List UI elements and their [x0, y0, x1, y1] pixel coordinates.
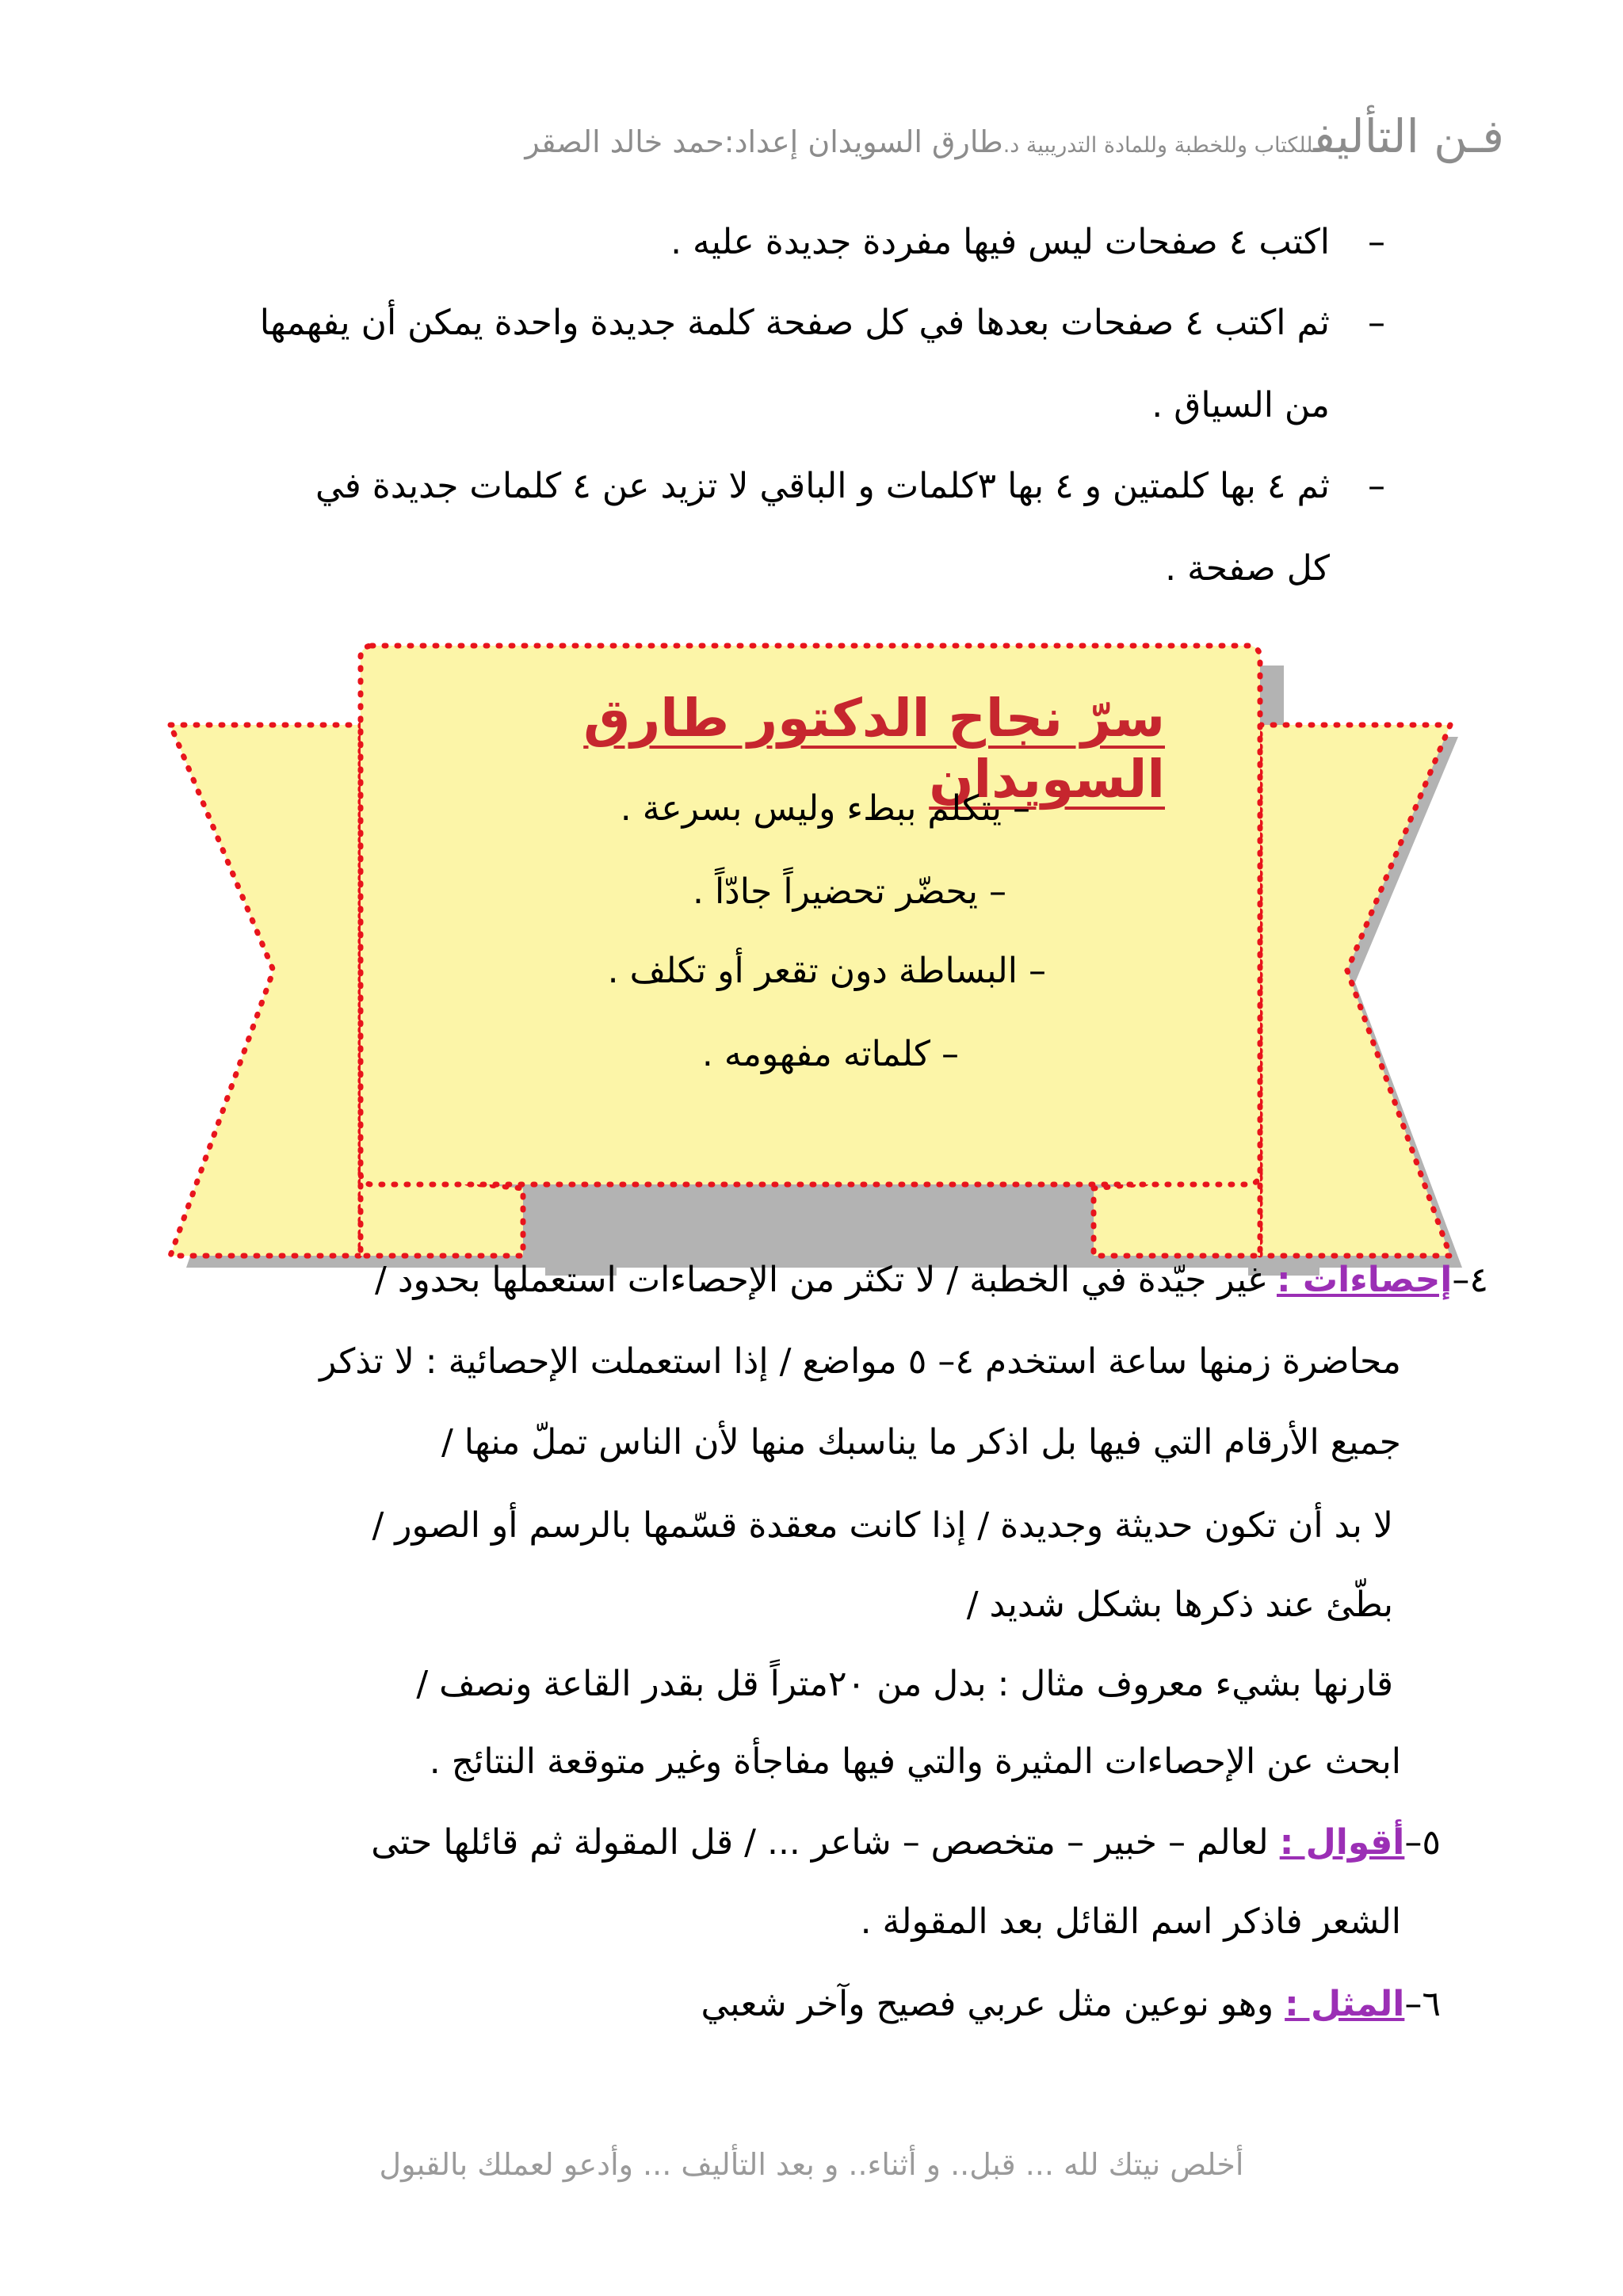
section-4-line-1: غير جيّدة في الخطبة / لا تكثر من الإحصاءات استعملها بحدود /: [375, 1260, 1266, 1300]
section-6-label: المثل :: [1285, 1984, 1405, 2024]
section-4-line-3: جميع الأرقام التي فيها بل اذكر ما يناسبك منها لأن الناس تملّ منها /: [441, 1422, 1401, 1463]
banner-title: سرّ نجاح الدكتور طارق السويدان: [583, 688, 1165, 810]
section-4-number: ٤–: [1452, 1260, 1488, 1300]
page-footer: أخلص نيتك لله ... قبل.. و أثناء.. و بعد التأليف ... وأدعو لعملك بالقبول: [379, 2147, 1244, 2182]
section-4-line-4: لا بد أن تكون حديثة وجديدة / إذا كانت معقدة قسّمها بالرسم أو الصور /: [372, 1505, 1393, 1546]
list-item-2-line-2: من السياق .: [1151, 385, 1330, 425]
banner-item: – كلماته مفهومه .: [701, 1034, 959, 1074]
section-5-line-2: الشعر فاذكر اسم القائل بعد المقولة .: [860, 1901, 1401, 1942]
section-6-heading-line: [701, 1984, 1441, 2024]
list-item-3-line-1: ثم ٤ بها كلمتين و ٤ بها ٣كلمات و الباقي لا تزيد عن ٤ كلمات جديدة في: [315, 466, 1330, 506]
section-4-line-7: ابحث عن الإحصاءات المثيرة والتي فيها مفاجأة وغير متوقعة النتائج .: [429, 1741, 1401, 1782]
header-author: طارق السويدان إعداد:حمد خالد الصقر: [525, 124, 1003, 159]
banner-item: – البساطة دون تقعر أو تكلف .: [607, 951, 1046, 991]
list-item-2-line-1: ثم اكتب ٤ صفحات بعدها في كل صفحة كلمة جديدة واحدة يمكن أن يفهمها: [259, 303, 1330, 343]
section-6-line: وهو نوعين مثل عربي فصيح وآخر شعبي: [701, 1984, 1274, 2024]
section-4-heading-line: [375, 1260, 1488, 1300]
list-marker: –: [1368, 466, 1385, 506]
header-title: فـن التأليف: [1313, 109, 1504, 163]
section-5-line-1: لعالم – خبير – متخصص – شاعر ... / قل المقولة ثم قائلها حتى: [371, 1822, 1269, 1863]
banner-item: – يتكلم ببطء وليس بسرعة .: [620, 788, 1030, 829]
section-4-line-6: قارنها بشيء معروف مثال : بدل من ٢٠متراً قل بقدر القاعة ونصف /: [416, 1664, 1393, 1704]
section-4-line-2: محاضرة زمنها ساعة استخدم ٤– ٥ مواضع / إذا استعملت الإحصائية : لا تذكر: [319, 1341, 1401, 1382]
section-4-label: إحصاءات :: [1276, 1260, 1453, 1300]
list-marker: –: [1368, 222, 1385, 262]
section-4-line-5: بطّئ عند ذكرها بشكل شديد /: [966, 1585, 1393, 1625]
section-6-number: ٦–: [1404, 1984, 1441, 2024]
banner-item: – يحضّر تحضيراً جادّاً .: [692, 871, 1006, 912]
section-5-label: أقوال :: [1279, 1822, 1405, 1863]
section-5-heading-line: [371, 1822, 1441, 1863]
list-marker: –: [1368, 303, 1385, 343]
list-item-1-line-1: اكتب ٤ صفحات ليس فيها مفردة جديدة عليه .: [670, 222, 1330, 262]
list-item-3-line-2: كل صفحة .: [1165, 548, 1330, 589]
header-subtitle: للكتاب وللخطبة وللمادة التدريبية د.: [1002, 133, 1314, 158]
section-5-number: ٥–: [1404, 1822, 1441, 1863]
